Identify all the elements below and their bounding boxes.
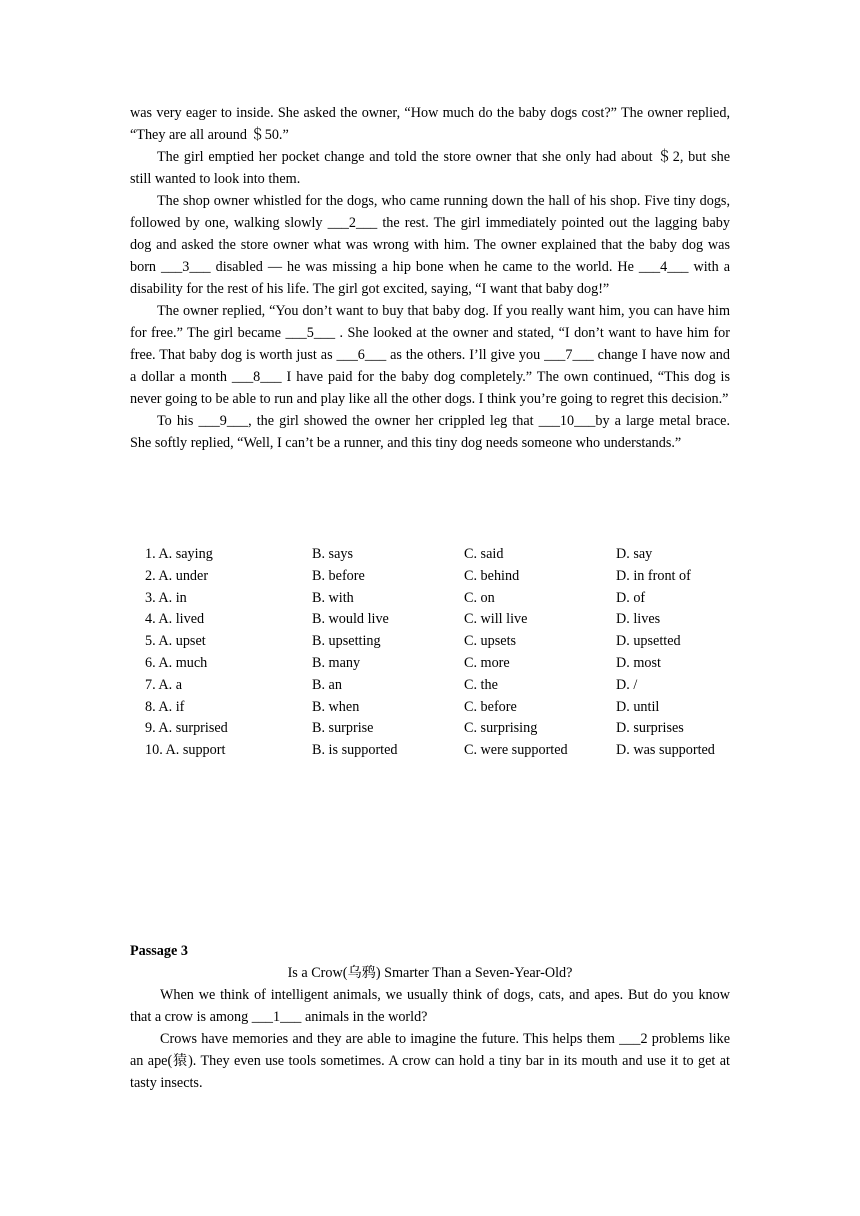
answer-options-table <box>145 544 715 762</box>
option-cell: C. surprising <box>464 720 538 737</box>
option-cell: B. before <box>312 567 365 584</box>
option-row <box>145 653 715 675</box>
option-row <box>145 588 715 610</box>
option-row <box>145 566 715 588</box>
option-cell: 1. A. saying <box>145 546 213 562</box>
option-row <box>145 609 715 631</box>
option-row <box>145 740 715 762</box>
option-cell: D. most <box>616 654 661 671</box>
option-cell: C. the <box>464 676 498 693</box>
option-row <box>145 631 715 653</box>
option-cell: C. behind <box>464 567 520 584</box>
paragraph: Crows have memories and they are able to imagine the future. This helps them ___2 problems like an ape(猿). They even use tools sometimes. A crow can hold a tiny bar in its mouth and use it to get at tasty insects. <box>130 1031 730 1091</box>
option-cell: C. said <box>464 546 504 562</box>
option-cell: C. were supported <box>464 742 568 759</box>
option-cell: B. when <box>312 698 360 715</box>
option-cell: B. many <box>312 654 361 671</box>
option-cell: C. will live <box>464 611 528 628</box>
option-cell: C. before <box>464 698 517 715</box>
option-cell: 2. A. under <box>145 567 209 584</box>
option-cell: D. in front of <box>616 567 691 584</box>
option-cell: B. upsetting <box>312 633 381 650</box>
option-cell: D. surprises <box>616 720 684 737</box>
option-row <box>145 697 715 719</box>
option-row <box>145 675 715 697</box>
passage-heading: Passage 3 <box>130 943 188 959</box>
option-cell: 7. A. a <box>145 676 183 693</box>
paragraph: was very eager to inside. She asked the owner, “How much do the baby dogs cost?” The owner replied, “They are all around ＄50.” <box>130 105 730 143</box>
option-cell: D. was supported <box>616 742 715 759</box>
option-cell: D. say <box>616 546 653 562</box>
option-row <box>145 544 715 566</box>
passage3-section <box>130 940 730 1094</box>
option-cell: B. would live <box>312 611 389 628</box>
option-cell: C. more <box>464 654 510 671</box>
option-cell: C. upsets <box>464 633 517 650</box>
option-cell: B. says <box>312 546 353 562</box>
option-cell: D. lives <box>616 611 661 628</box>
option-cell: 10. A. support <box>145 742 226 759</box>
option-cell: 5. A. upset <box>145 633 206 650</box>
paragraph: When we think of intelligent animals, we usually think of dogs, cats, and apes. But do you know that a crow is among ___1___ animals in the world? <box>130 987 730 1025</box>
option-cell: 9. A. surprised <box>145 720 228 737</box>
option-cell: 6. A. much <box>145 654 208 671</box>
passage-title: Is a Crow(乌鸦) Smarter Than a Seven-Year-Old? <box>287 965 573 981</box>
paragraph: The shop owner whistled for the dogs, who came running down the hall of his shop. Five tiny dogs, followed by one, walking slowly ___2___ the rest. The girl immediately pointed out the lagging baby dog and asked the store owner what was wrong with him. The owner explained that the baby dog was born ___3___ disabled — he was missing a hip bone when he came to the world. He ___4___ with a disability for the rest of his life. The girl got excited, saying, “I want that baby dog!” <box>130 193 730 297</box>
option-cell: B. surprise <box>312 720 374 737</box>
option-cell: B. is supported <box>312 742 398 759</box>
option-cell: D. until <box>616 698 660 715</box>
option-cell: D. of <box>616 589 646 606</box>
option-cell: B. an <box>312 676 342 693</box>
option-cell: B. with <box>312 589 354 606</box>
paragraph: The girl emptied her pocket change and told the store owner that she only had about ＄2, but she still wanted to look into them. <box>130 149 730 187</box>
paragraph: To his ___9___, the girl showed the owner her crippled leg that ___10___by a large metal brace. She softly replied, “Well, I can’t be a runner, and this tiny dog needs someone who understands.” <box>130 413 730 451</box>
option-cell: 3. A. in <box>145 589 187 606</box>
passage2-body <box>130 102 730 454</box>
option-cell: D. / <box>616 676 638 693</box>
option-cell: C. on <box>464 589 495 606</box>
option-cell: 8. A. if <box>145 698 185 715</box>
option-cell: D. upsetted <box>616 633 681 650</box>
paragraph: The owner replied, “You don’t want to buy that baby dog. If you really want him, you can have him for free.” The girl became ___5___ . She looked at the owner and stated, “I don’t want to have him for free. That baby dog is worth just as ___6___ as the others. I’ll give you ___7___ change I have now and a dollar a month ___8___ I have paid for the baby dog completely.” The own continued, “This dog is never going to be able to run and play like all the other dogs. I think you’re going to regret this decision.” <box>130 303 730 407</box>
option-cell: 4. A. lived <box>145 611 205 628</box>
option-row <box>145 718 715 740</box>
